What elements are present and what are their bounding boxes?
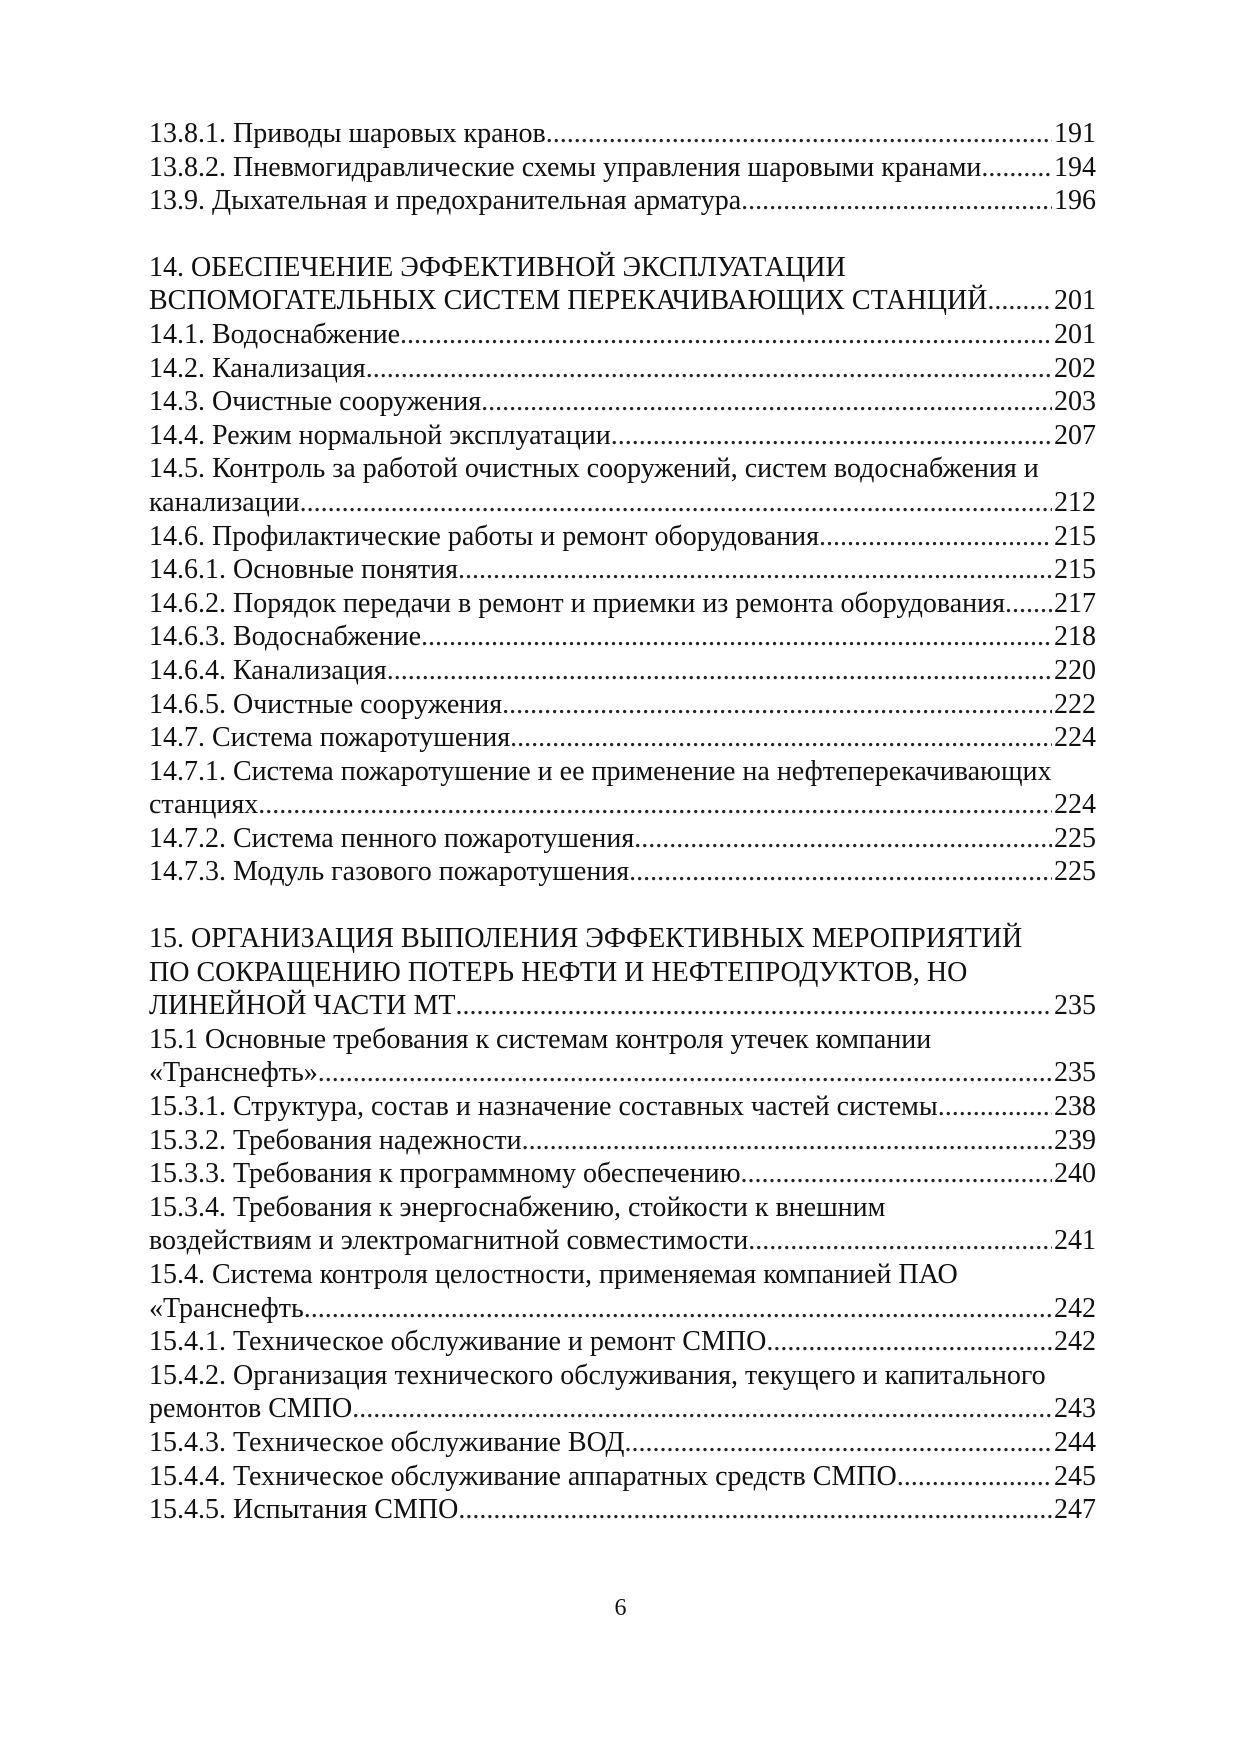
- toc-page-number: 224: [1054, 789, 1096, 821]
- toc-entry[interactable]: [149, 184, 1096, 218]
- toc-entry-row: [149, 1056, 1096, 1090]
- toc-dot-leader: [741, 184, 1052, 218]
- toc-entry[interactable]: [149, 1023, 1096, 1090]
- toc-entry-row: [149, 989, 1096, 1023]
- toc-entry-title-line: 14.7.1. Система пожаротушение и ее применение на нефтеперекачивающих: [149, 755, 1052, 787]
- toc-page-number: 203: [1054, 386, 1096, 418]
- toc-entry[interactable]: [149, 1191, 1096, 1258]
- toc-entry[interactable]: [149, 1258, 1096, 1325]
- toc-dot-leader: [766, 1325, 1052, 1359]
- toc-page-number: 202: [1054, 352, 1096, 384]
- toc-page-number: 215: [1054, 520, 1096, 552]
- toc-entry-row: [149, 788, 1096, 822]
- toc-entry[interactable]: [149, 385, 1096, 419]
- toc-section: [149, 117, 1096, 218]
- toc-entry[interactable]: [149, 922, 1096, 1023]
- toc-dot-leader: [981, 151, 1052, 185]
- toc-page-number: 212: [1054, 486, 1096, 518]
- toc-entry-title: 14.7.2. Система пенного пожаротушения: [149, 822, 635, 854]
- toc-page-number: 196: [1054, 185, 1096, 217]
- toc-entry-title: 15.4.4. Техническое обслуживание аппаратных средств СМПО: [149, 1460, 897, 1492]
- toc-dot-leader: [458, 553, 1052, 587]
- toc-dot-leader: [352, 1392, 1052, 1426]
- toc-entry-title: станциях: [149, 789, 259, 821]
- toc-entry-row: [149, 486, 1096, 520]
- toc-page-number: 201: [1054, 285, 1096, 317]
- toc-page-number: 220: [1054, 654, 1096, 686]
- toc-entry-title: 14.6.5. Очистные сооружения: [149, 688, 503, 720]
- toc-entry[interactable]: [149, 1325, 1096, 1359]
- toc-entry-row: [149, 620, 1096, 654]
- toc-entry-title-line: 14. ОБЕСПЕЧЕНИЕ ЭФФЕКТИВНОЙ ЭКСПЛУАТАЦИИ: [149, 251, 846, 283]
- toc-entry-title: «Транснефть»: [149, 1057, 318, 1089]
- toc-entry-title: «Транснефть: [149, 1292, 304, 1324]
- toc-entry-row: [149, 318, 1096, 352]
- toc-entry-row: [149, 1426, 1096, 1460]
- toc-entry-row: [149, 1392, 1096, 1426]
- toc-entry-row: [149, 822, 1096, 856]
- toc-entry-row: [149, 385, 1096, 419]
- toc-page-number: 241: [1054, 1225, 1096, 1257]
- toc-entry[interactable]: [149, 822, 1096, 856]
- toc-entry-title: 15.4.1. Техническое обслуживание и ремонт СМПО: [149, 1326, 767, 1358]
- toc-dot-leader: [304, 1292, 1052, 1326]
- toc-page-number: 245: [1054, 1460, 1096, 1492]
- toc-entry[interactable]: [149, 855, 1096, 889]
- toc-entry-row: [149, 553, 1096, 587]
- toc-entry-title: ЛИНЕЙНОЙ ЧАСТИ МТ: [149, 990, 456, 1022]
- toc-entry[interactable]: [149, 553, 1096, 587]
- toc-entry-row: [149, 284, 1096, 318]
- toc-page-number: 224: [1054, 722, 1096, 754]
- toc-entry[interactable]: [149, 318, 1096, 352]
- toc-page-number: 235: [1054, 990, 1096, 1022]
- toc-entry[interactable]: [149, 1124, 1096, 1158]
- toc-entry-title: 15.4.3. Техническое обслуживание ВОД: [149, 1426, 625, 1458]
- toc-entry[interactable]: [149, 654, 1096, 688]
- toc-dot-leader: [366, 352, 1052, 386]
- toc-entry-title-line: ПО СОКРАЩЕНИЮ ПОТЕРЬ НЕФТИ И НЕФТЕПРОДУКТОВ, НО: [149, 956, 968, 988]
- toc-entry[interactable]: [149, 1090, 1096, 1124]
- toc-dot-leader: [458, 1493, 1052, 1527]
- toc-page-number: 235: [1054, 1057, 1096, 1089]
- toc-entry-title-line: 15.4. Система контроля целостности, применяемая компанией ПАО: [149, 1259, 958, 1290]
- toc-page-number: 243: [1054, 1393, 1096, 1425]
- toc-entry-title: 14.4. Режим нормальной эксплуатации: [149, 419, 611, 451]
- toc-entry-row: [149, 587, 1096, 621]
- toc-entry-title: 14.6. Профилактические работы и ремонт оборудования: [149, 520, 820, 552]
- toc-page-number: 222: [1054, 688, 1096, 720]
- toc-entry[interactable]: [149, 1157, 1096, 1191]
- toc-dot-leader: [502, 688, 1052, 722]
- toc-entry-row: [149, 419, 1096, 453]
- toc-page-number: 217: [1054, 587, 1096, 619]
- toc-dot-leader: [741, 1157, 1053, 1191]
- table-of-contents: [149, 117, 1096, 1527]
- toc-entry[interactable]: [149, 587, 1096, 621]
- toc-entry-title: 14.7.3. Модуль газового пожаротушения: [149, 856, 630, 888]
- toc-entry[interactable]: [149, 251, 1096, 318]
- toc-entry-title: 14.6.3. Водоснабжение: [149, 621, 422, 653]
- toc-entry-row: [149, 1124, 1096, 1158]
- toc-entry[interactable]: [149, 1359, 1096, 1426]
- page-number: 6: [614, 1595, 627, 1621]
- toc-entry-row: [149, 520, 1096, 554]
- toc-page-number: 191: [1054, 118, 1096, 149]
- toc-entry-title: ВСПОМОГАТЕЛЬНЫХ СИСТЕМ ПЕРЕКАЧИВАЮЩИХ СТАНЦИЙ: [149, 285, 988, 317]
- toc-entry[interactable]: [149, 151, 1096, 185]
- toc-entry-row: [149, 855, 1096, 889]
- toc-entry-title: ремонтов СМПО: [149, 1393, 353, 1425]
- toc-page-number: 225: [1054, 822, 1096, 854]
- toc-dot-leader: [987, 284, 1052, 318]
- toc-entry-row: [149, 1292, 1096, 1326]
- toc-dot-leader: [400, 318, 1052, 352]
- toc-entry[interactable]: [149, 620, 1096, 654]
- toc-dot-leader: [748, 1224, 1052, 1258]
- toc-page-number: 247: [1054, 1494, 1096, 1526]
- toc-page-number: 194: [1054, 151, 1096, 183]
- toc-entry-title: канализации: [149, 486, 300, 518]
- toc-entry-row: [149, 184, 1096, 218]
- toc-dot-leader: [258, 788, 1052, 822]
- toc-entry-row: [149, 1493, 1096, 1527]
- toc-dot-leader: [819, 520, 1052, 554]
- toc-entry-row: [149, 654, 1096, 688]
- toc-entry-row: [149, 1090, 1096, 1124]
- toc-dot-leader: [510, 721, 1052, 755]
- toc-page-number: 240: [1054, 1158, 1096, 1190]
- toc-entry-title: 15.3.2. Требования надежности: [149, 1124, 522, 1156]
- toc-page-number: 244: [1054, 1426, 1096, 1458]
- toc-entry-title: 13.9. Дыхательная и предохранительная арматура: [149, 185, 742, 217]
- toc-entry-row: [149, 151, 1096, 185]
- toc-dot-leader: [421, 620, 1052, 654]
- toc-dot-leader: [522, 1124, 1052, 1158]
- toc-dot-leader: [897, 1460, 1052, 1494]
- toc-entry[interactable]: [149, 1460, 1096, 1494]
- toc-entry[interactable]: [149, 419, 1096, 453]
- toc-dot-leader: [455, 989, 1052, 1023]
- toc-entry[interactable]: [149, 1426, 1096, 1460]
- toc-entry-title: 14.7. Система пожаротушения: [149, 722, 511, 754]
- toc-page-number: 242: [1054, 1326, 1096, 1358]
- toc-dot-leader: [387, 654, 1052, 688]
- toc-entry-row: [149, 688, 1096, 722]
- toc-entry-row: [149, 117, 1096, 151]
- toc-dot-leader: [546, 117, 1052, 151]
- toc-entry[interactable]: [149, 352, 1096, 386]
- toc-entry-title-line: 15.1 Основные требования к системам контроля утечек компании: [149, 1023, 932, 1055]
- toc-page-number: 215: [1054, 554, 1096, 586]
- toc-entry-title: 15.4.5. Испытания СМПО: [149, 1494, 459, 1526]
- toc-page-number: 238: [1054, 1091, 1096, 1123]
- toc-entry-row: [149, 352, 1096, 386]
- toc-entry[interactable]: [149, 721, 1096, 755]
- toc-dot-leader: [625, 1426, 1052, 1460]
- toc-entry-title: 14.6.1. Основные понятия: [149, 554, 459, 586]
- toc-entry-title: 15.3.3. Требования к программному обеспечению: [149, 1158, 741, 1190]
- toc-entry[interactable]: [149, 755, 1096, 822]
- toc-dot-leader: [611, 419, 1052, 453]
- toc-entry-title: 15.3.1. Структура, состав и назначение составных частей системы: [149, 1091, 938, 1123]
- toc-dot-leader: [300, 486, 1052, 520]
- toc-page-number: 225: [1054, 856, 1096, 888]
- toc-page-number: 207: [1054, 419, 1096, 451]
- toc-dot-leader: [481, 385, 1052, 419]
- toc-section: [149, 922, 1096, 1527]
- toc-dot-leader: [634, 822, 1052, 856]
- toc-entry-title: 14.2. Канализация: [149, 352, 366, 384]
- toc-entry[interactable]: [149, 520, 1096, 554]
- toc-entry-row: [149, 1224, 1096, 1258]
- toc-entry-row: [149, 1325, 1096, 1359]
- toc-entry-title: 14.6.2. Порядок передачи в ремонт и приемки из ремонта оборудования: [149, 587, 1005, 619]
- toc-page-number: 201: [1054, 318, 1096, 350]
- toc-entry[interactable]: [149, 1493, 1096, 1527]
- toc-entry-title: 14.3. Очистные сооружения: [149, 386, 482, 418]
- toc-entry-title: 14.1. Водоснабжение: [149, 318, 401, 350]
- toc-entry-title: 13.8.2. Пневмогидравлические схемы управления шаровыми кранами: [149, 151, 982, 183]
- toc-dot-leader: [629, 855, 1052, 889]
- toc-entry-title: 14.6.4. Канализация: [149, 654, 387, 686]
- toc-dot-leader: [318, 1056, 1052, 1090]
- toc-entry-title-line: 15. ОРГАНИЗАЦИЯ ВЫПОЛЕНИЯ ЭФФЕКТИВНЫХ МЕРОПРИЯТИЙ: [149, 923, 1023, 955]
- toc-page-number: 242: [1054, 1292, 1096, 1324]
- toc-entry-row: [149, 1157, 1096, 1191]
- toc-entry-title-line: 15.4.2. Организация технического обслуживания, текущего и капитального: [149, 1359, 1046, 1391]
- toc-entry-title: 13.8.1. Приводы шаровых кранов: [149, 118, 546, 149]
- toc-entry[interactable]: [149, 688, 1096, 722]
- toc-entry-title-line: 15.3.4. Требования к энергоснабжению, стойкости к внешним: [149, 1191, 886, 1223]
- toc-entry-row: [149, 1460, 1096, 1494]
- toc-dot-leader: [938, 1090, 1052, 1124]
- toc-entry-title: воздействиям и электромагнитной совместимости: [149, 1225, 749, 1257]
- toc-entry[interactable]: [149, 452, 1096, 519]
- toc-entry-title-line: 14.5. Контроль за работой очистных сооружений, систем водоснабжения и: [149, 453, 1039, 485]
- toc-section: [149, 251, 1096, 889]
- toc-entry-row: [149, 721, 1096, 755]
- toc-dot-leader: [1005, 587, 1052, 621]
- toc-entry[interactable]: [149, 117, 1096, 151]
- toc-page-number: 218: [1054, 621, 1096, 653]
- toc-page-number: 239: [1054, 1124, 1096, 1156]
